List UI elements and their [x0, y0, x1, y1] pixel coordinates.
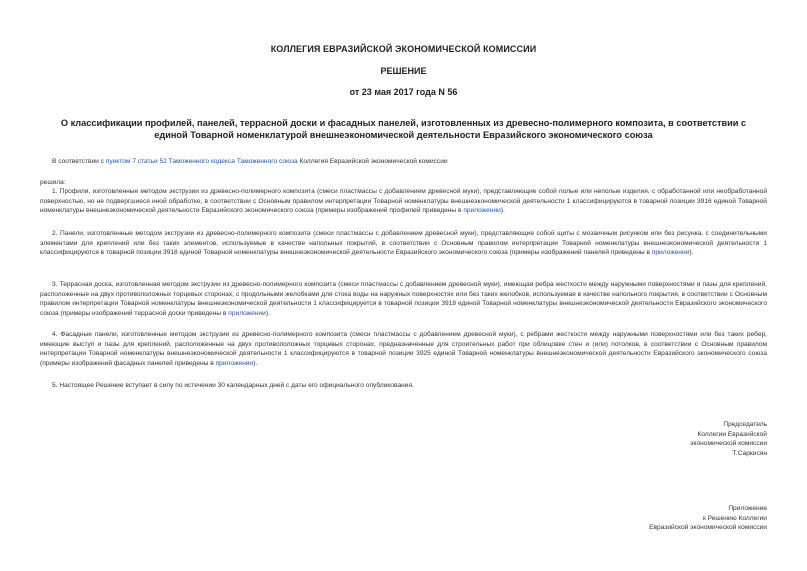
paragraph-3 [40, 280, 767, 318]
appendix-label: Приложение [728, 505, 767, 512]
signature-body-2: экономической комиссии [690, 440, 767, 448]
signature-body: Коллегии Евразийской [697, 430, 767, 438]
intro-paragraph [52, 157, 767, 167]
appendix-block [567, 504, 767, 533]
appendix-reference: к Решению Коллегии [702, 514, 767, 522]
signature-name: Т.Саркисян [732, 449, 767, 457]
paragraph-2-end: ). [689, 249, 694, 257]
appendix-link-4[interactable]: приложении [215, 359, 254, 367]
paragraph-1-text: 1. Профили, изготовленные методом экструзии из древесно-полимерного композита (смеси пластмассы с добавлением древесной муки), представляющие собой полые или неполые изделия, с обработанной или необработанной поверхностью, но не подвергшиеся иной обработке, в соответствии с Основным правилом интерпретации Товарной номенклатуры внешнеэкономической деятельности 1 классифицируются в товарной позиции 3916 единой Товарной номенклатуры внешнеэкономической деятельности Евразийского экономического союза (примеры изображений профилей приведены в [40, 188, 767, 215]
paragraph-2-text: 2. Панели, изготовленные методом экструзии из древесно-полимерного композита (смеси пластмассы с добавлением древесной муки), представляющие собой щиты с мозаичным рисунком или без рисунка, с соединительными элементами для креплений или без таких элементов, используемые в качестве напольных покрытий, в соответствии с Основным правилом интерпретации Товарной номенклатуры внешнеэкономической деятельности 1 классифицируются в товарной позиции 3918 единой Товарной номенклатуры внешнеэкономической деятельности Евразийского экономического союза (примеры изображений панелей приведены в [40, 230, 767, 257]
paragraph-2 [40, 229, 767, 258]
signature-position: Председатель [723, 421, 767, 428]
organization-heading: КОЛЛЕГИЯ ЕВРАЗИЙСКОЙ ЭКОНОМИЧЕСКОЙ КОМИССИИ [270, 44, 537, 54]
paragraph-4 [40, 330, 767, 368]
appendix-reference-2: Евразийской экономической комиссии [649, 524, 767, 532]
paragraph-4-end: ). [253, 359, 258, 367]
appendix-link-1[interactable]: приложении [463, 207, 501, 215]
paragraph-1 [40, 187, 767, 216]
document-title: О классификации профилей, панелей, террасной доски и фасадных панелей, изготовленных из древесно-полимерного композита, в соответствии с единой Товарной номенклатурой внешнеэкономической деятельности Евразийского экономического союза [60, 118, 747, 140]
customs-code-link[interactable]: пунктом 7 статьи 52 Таможенного кодекса Таможенного союза [105, 158, 298, 165]
document-date-heading: от 23 мая 2017 года N 56 [349, 87, 458, 97]
resolved-label: решила: [40, 179, 66, 186]
intro-text-after: Коллегия Евразийской экономической комиссии [297, 158, 448, 165]
paragraph-4-text: 4. Фасадные панели, изготовленные методом экструзии из древесно-полимерного композита (смеси пластмассы с добавлением древесной муки), с ребрами жесткости между наружными поверхностями или без таких ребер, имеющие выступ и пазы для креплений, расположенные на двух противоположных торцевых сторонах, предназначенные для строительных работ при облицовке стен и (или) потолков, в соответствии с Основным правилом интерпретации Товарной номенклатуры внешнеэкономической деятельности 1 классифицируются в товарной позиции 3925 единой Товарной номенклатуры внешнеэкономической деятельности Евразийского экономического союза (примеры изображений фасадных панелей приведены в [40, 331, 767, 367]
intro-text-before: В соответствии с [52, 158, 106, 165]
paragraph-3-end: ). [265, 309, 270, 317]
signature-block [567, 420, 767, 458]
paragraph-1-end: ). [500, 207, 505, 215]
paragraph-5 [40, 381, 767, 391]
paragraph-3-text: 3. Террасная доска, изготовленная методом экструзии из древесно-полимерного композита (смеси пластмассы с добавлением древесной муки), имеющая ребра жесткости между наружными поверхностями и пазы для креплений, расположенные на двух противоположных торцевых сторонах, с продольными желобками для стока воды на наружных поверхностях или без таких желобков, используемая в качестве напольного покрытия, в соответствии с Основным правилом интерпретации Товарной номенклатуры внешнеэкономической деятельности 1 классифицируется в товарной позиции 3918 единой Товарной номенклатуры внешнеэкономической деятельности Евразийского экономического союза (примеры изображений террасной доски приведены в [40, 281, 767, 317]
appendix-link-3[interactable]: приложении [228, 309, 266, 317]
document-type-heading: РЕШЕНИЕ [380, 66, 427, 76]
appendix-link-2[interactable]: приложении [651, 249, 690, 257]
paragraph-5-text: 5. Настоящее Решение вступает в силу по истечении 30 календарных дней с даты его официального опубликования. [52, 382, 414, 389]
